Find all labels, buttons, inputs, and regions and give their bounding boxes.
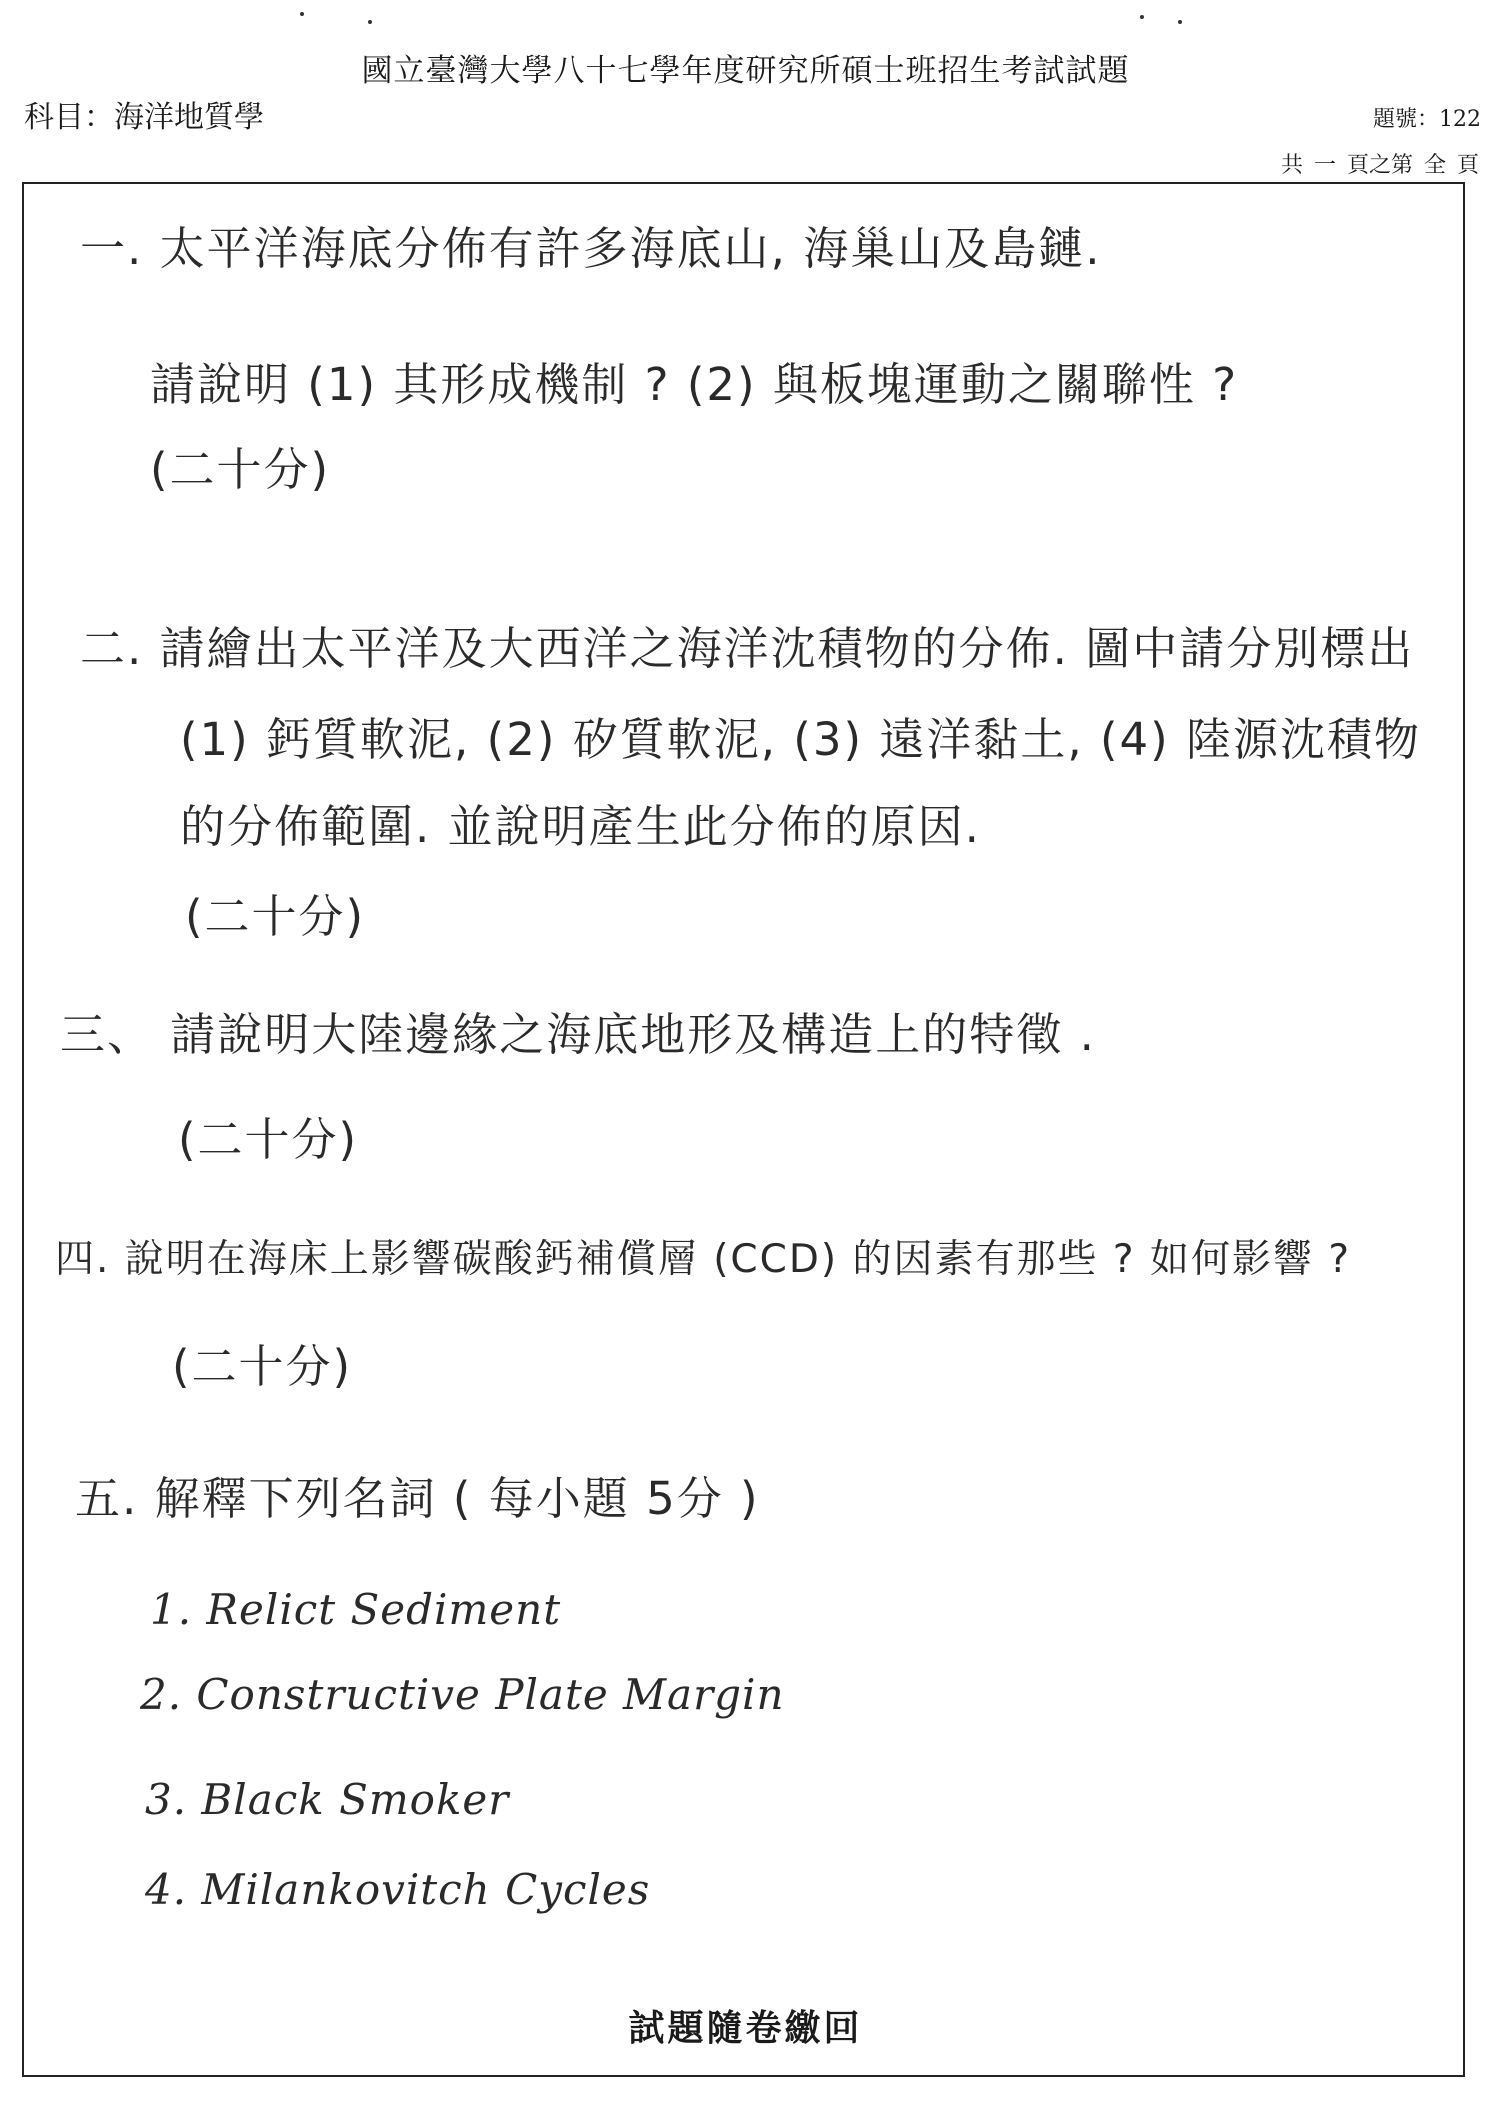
question-4-score: (二十分) — [172, 1340, 353, 1393]
question-2-line-3: 的分佈範圍. 並說明產生此分佈的原因. — [180, 800, 981, 853]
term-4: 4. Milankovitch Cycles — [145, 1865, 651, 1914]
question-1-line-2: 請說明 (1) 其形成機制 ? (2) 與板塊運動之關聯性 ? — [150, 358, 1239, 411]
scan-speck — [368, 20, 372, 24]
question-2-line-2: (1) 鈣質軟泥, (2) 矽質軟泥, (3) 遠洋黏土, (4) 陸源沈積物 — [180, 713, 1422, 766]
term-2: 2. Constructive Plate Margin — [140, 1670, 785, 1719]
question-2-score: (二十分) — [185, 890, 366, 943]
question-2-line-1: 二. 請繪出太平洋及大西洋之海洋沈積物的分佈. 圖中請分別標出 — [80, 622, 1415, 675]
question-5-line-1: 五. 解釋下列名詞 ( 每小題 5分 ) — [75, 1472, 760, 1525]
question-1-score: (二十分) — [150, 443, 331, 496]
term-1: 1. Relict Sediment — [150, 1585, 562, 1634]
term-3: 3. Black Smoker — [145, 1775, 510, 1824]
scan-speck — [1140, 15, 1144, 19]
question-1-line-1: 一. 太平洋海底分佈有許多海底山, 海巢山及島鏈. — [80, 222, 1102, 275]
subject-line: 科目：海洋地質學 — [24, 100, 264, 135]
question-3-score: (二十分) — [178, 1113, 359, 1166]
question-4-line-1: 四. 說明在海床上影響碳酸鈣補償層 (CCD) 的因素有那些 ? 如何影響 ? — [55, 1237, 1352, 1282]
scan-speck — [300, 12, 304, 16]
page-info: 共 一 頁之第 全 頁 — [1281, 153, 1479, 178]
exam-title: 國立臺灣大學八十七學年度研究所碩士班招生考試試題 — [361, 53, 1130, 89]
question-3-line-1: 三、 請說明大陸邊緣之海底地形及構造上的特徵 . — [60, 1008, 1096, 1061]
scan-speck — [1178, 20, 1182, 24]
question-number: 題號：122 — [1373, 107, 1481, 132]
footer-note: 試題隨卷繳回 — [628, 2007, 863, 2049]
